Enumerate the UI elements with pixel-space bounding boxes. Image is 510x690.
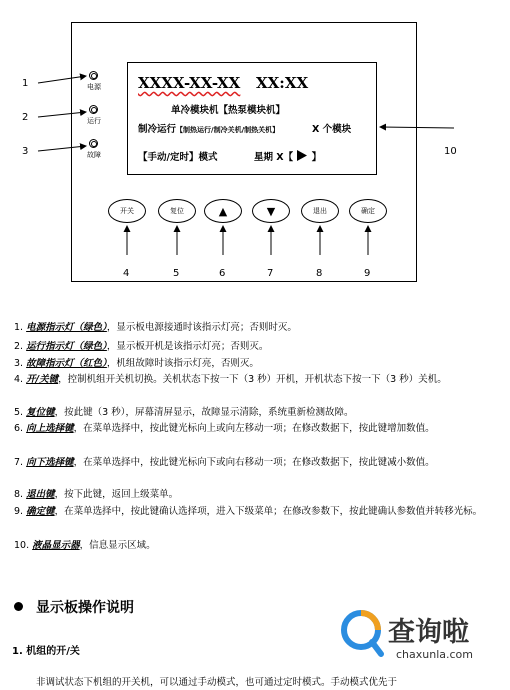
bullet-icon <box>14 602 23 611</box>
callout-line-1 <box>38 76 86 83</box>
callout-line-10 <box>380 127 454 128</box>
list-item: 9. 确定键，在菜单选择中，按此键确认选择项，进入下级菜单；在修改参数下，按此键确认参数值并转移光标。 <box>14 506 483 517</box>
down-button[interactable]: ▼ <box>252 199 290 223</box>
lcd-week-label: 星期 X【 <box>254 152 294 163</box>
list-item: 3. 故障指示灯（红色），机组故障时该指示灯亮，否则灭。 <box>14 358 259 369</box>
callout-8: 8 <box>316 268 323 279</box>
list-item: 5. 复位键，按此键（3 秒），屏幕清屏显示，故障显示清除，系统重新检测故障。 <box>14 407 354 418</box>
lcd-date: XXXX-XX-XX <box>138 74 241 92</box>
confirm-button[interactable]: 确定 <box>349 199 387 223</box>
lcd-module-type: 单冷模块机【热泵模块机】 <box>171 105 286 116</box>
lcd-time: XX:XX <box>256 74 309 92</box>
callout-7: 7 <box>267 268 274 279</box>
callout-2: 2 <box>22 112 29 123</box>
list-item: 2. 运行指示灯（绿色），显示板开机是该指示灯亮；否则灭。 <box>14 341 269 352</box>
lcd-run-main: 制冷运行 <box>138 124 177 135</box>
callout-arrows <box>0 0 510 300</box>
list-item: 8. 退出键，按下此键，返回上级菜单。 <box>14 489 179 500</box>
run-led-label: 运行 <box>87 117 101 125</box>
callout-1: 1 <box>22 78 29 89</box>
callout-line-3 <box>38 146 86 151</box>
callout-5: 5 <box>173 268 180 279</box>
power-led-label: 电源 <box>87 83 101 91</box>
lcd-run-options: 【制热运行/制冷关机/制热关机】 <box>176 126 280 134</box>
lcd-week-end: 】 <box>311 152 322 163</box>
watermark-text: 查询啦 <box>388 617 469 648</box>
magnifier-logo-icon <box>338 606 384 660</box>
power-button[interactable]: 开关 <box>108 199 146 223</box>
callout-9: 9 <box>364 268 371 279</box>
list-item: 10. 液晶显示器，信息显示区域。 <box>14 540 156 551</box>
callout-line-2 <box>38 112 86 117</box>
lcd-mode: 【手动/定时】模式 <box>138 152 218 163</box>
callout-10: 10 <box>444 146 457 157</box>
callout-4: 4 <box>123 268 130 279</box>
subsection-title: 1. 机组的开/关 <box>12 646 80 657</box>
list-item: 6. 向上选择键，在菜单选择中，按此键光标向上或向左移动一项；在修改数据下，按此键增加数值。 <box>14 423 435 434</box>
exit-button[interactable]: 退出 <box>301 199 339 223</box>
reset-button[interactable]: 复位 <box>158 199 196 223</box>
lcd-module-count: X 个模块 <box>312 124 352 135</box>
list-item: 1. 电源指示灯（绿色），显示板电源接通时该指示灯亮；否则时灭。 <box>14 322 297 333</box>
watermark-url: chaxunla.com <box>396 648 473 661</box>
list-item: 4. 开/关键，控制机组开关机切换。关机状态下按一下（3 秒）开机，开机状态下按一下（3 秒）关机。 <box>14 374 447 385</box>
callout-3: 3 <box>22 146 29 157</box>
callout-6: 6 <box>219 268 226 279</box>
fault-led-label: 故障 <box>87 151 101 159</box>
up-button[interactable]: ▲ <box>204 199 242 223</box>
section-title: 显示板操作说明 <box>36 600 134 616</box>
section-body: 非调试状态下机组的开关机，可以通过手动模式，也可通过定时模式。手动模式优先于 <box>36 677 398 688</box>
list-item: 7. 向下选择键，在菜单选择中，按此键光标向下或向右移动一项；在修改数据下，按此键减小数值。 <box>14 457 435 468</box>
